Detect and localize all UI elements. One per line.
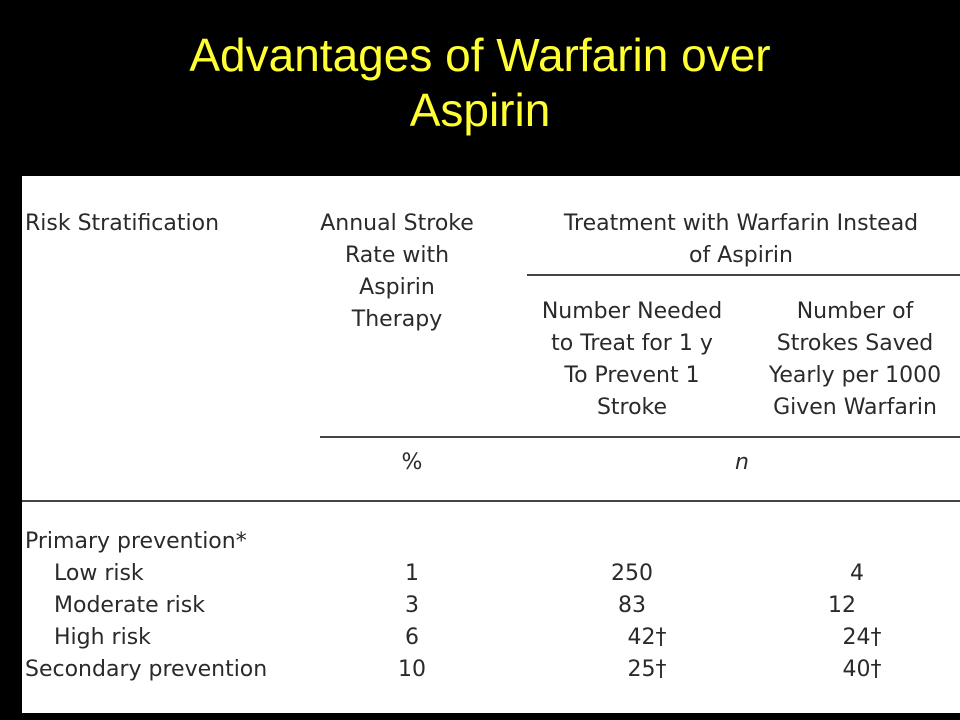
header-annual-stroke-rate-line-4: Therapy (351, 307, 443, 332)
row-moderate-risk-rate: 3 (405, 593, 419, 618)
row-high-risk-rate: 6 (405, 625, 419, 650)
header-treatment-group-line-1: Treatment with Warfarin Instead (563, 211, 919, 236)
row-label-high-risk: High risk (54, 625, 151, 650)
row-low-risk-rate: 1 (405, 561, 419, 586)
header-strokes-saved-line-3: Yearly per 1000 (768, 363, 942, 388)
treatment-group-underline (527, 274, 960, 276)
header-strokes-saved-line-1: Number of (796, 299, 914, 324)
unit-percent: % (401, 450, 423, 475)
header-nnt-line-1: Number Needed (541, 299, 723, 324)
row-secondary-prevention-nnt: 25† (627, 657, 667, 682)
header-nnt-line-3: To Prevent 1 (564, 363, 700, 388)
row-low-risk-saved: 4 (850, 561, 864, 586)
row-moderate-risk-nnt: 83 (618, 593, 646, 618)
header-annual-stroke-rate-line-3: Aspirin (359, 275, 435, 300)
slide-title-line-2: Aspirin (409, 84, 551, 136)
row-secondary-prevention-rate: 10 (398, 657, 426, 682)
header-bottom-rule (22, 500, 960, 502)
header-annual-stroke-rate-line-1: Annual Stroke (320, 211, 474, 236)
table-panel (22, 176, 960, 713)
header-nnt-line-4: Stroke (596, 395, 668, 420)
slide-title-line-1: Advantages of Warfarin over (189, 29, 771, 81)
header-annual-stroke-rate-line-2: Rate with (344, 243, 450, 268)
row-high-risk-nnt: 42† (627, 625, 667, 650)
slide-title (0, 28, 960, 138)
header-treatment-group-line-2: of Aspirin (689, 243, 793, 268)
header-nnt-line-2: to Treat for 1 y (551, 331, 713, 356)
row-label-secondary-prevention: Secondary prevention (25, 657, 268, 682)
row-secondary-prevention-saved: 40† (842, 657, 882, 682)
unit-n: n (735, 450, 749, 475)
row-high-risk-saved: 24† (842, 625, 882, 650)
header-strokes-saved-line-2: Strokes Saved (776, 331, 934, 356)
header-risk-stratification: Risk Stratification (25, 211, 220, 236)
units-top-rule (320, 436, 960, 438)
row-label-moderate-risk: Moderate risk (54, 593, 205, 618)
row-moderate-risk-saved: 12 (828, 593, 856, 618)
group-label-primary-prevention: Primary prevention* (25, 529, 247, 554)
row-label-low-risk: Low risk (54, 561, 144, 586)
header-strokes-saved-line-4: Given Warfarin (773, 395, 937, 420)
row-low-risk-nnt: 250 (611, 561, 653, 586)
